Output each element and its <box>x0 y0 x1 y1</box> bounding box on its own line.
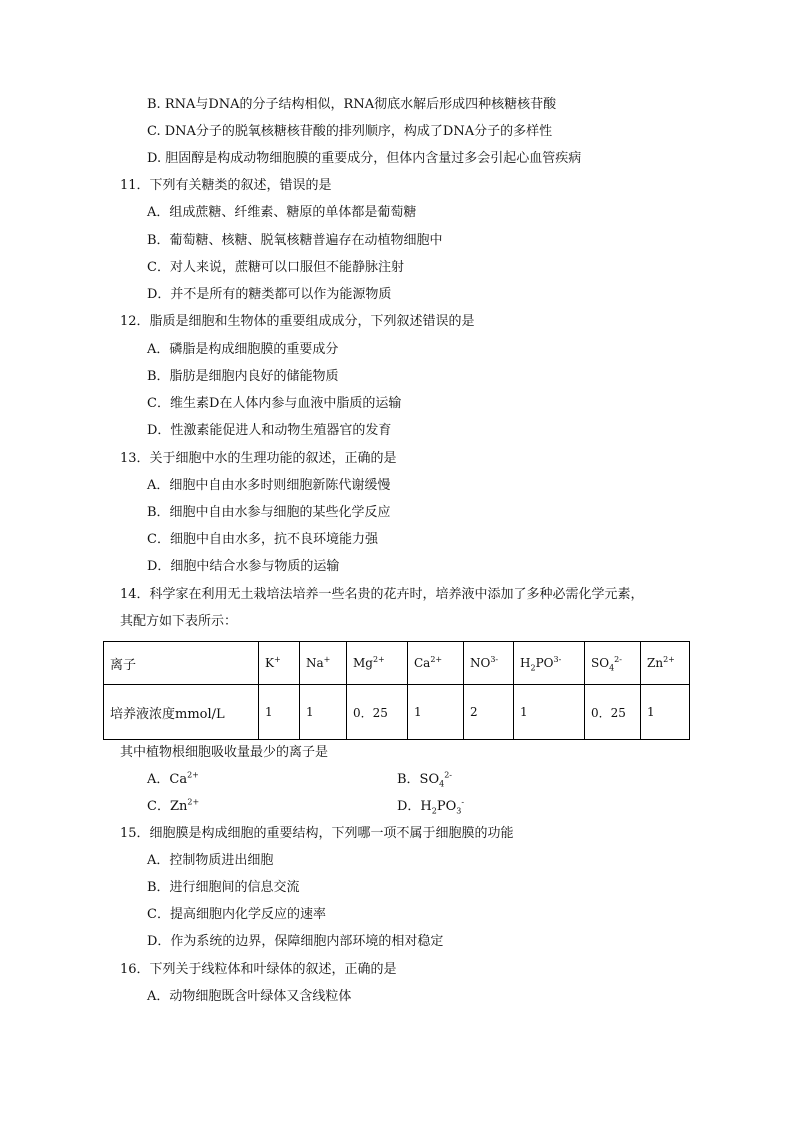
table-cell: 1 <box>641 685 690 740</box>
table-cell: 1 <box>514 685 585 740</box>
table-cell: 培养液浓度mmol/L <box>104 685 259 740</box>
table-cell: 0．25 <box>347 685 408 740</box>
table-cell: $Mg^{2+}$ <box>347 642 408 685</box>
option-text: D. 胆固醇是构成动物细胞膜的重要成分，但体内含量过多会引起心血管疾病 <box>147 151 582 166</box>
option-b: B．$SO_4^{2-}$ <box>397 770 453 789</box>
question-14-prompt: 其中植物根细胞吸收量最少的离子是 <box>120 745 329 760</box>
table-cell: Na+ <box>300 642 347 685</box>
ion-table <box>103 641 690 740</box>
option-text: D．作为系统的边界，保障细胞内部环境的相对稳定 <box>147 934 444 949</box>
option-c: C．$Zn^{2+}$ <box>147 797 200 814</box>
table-cell: $H_2PO^{3-}$ <box>514 642 585 685</box>
table-cell: 1 <box>408 685 464 740</box>
table-cell: $Ca^{2+}$ <box>408 642 464 685</box>
table-cell: K+ <box>259 642 300 685</box>
option-text: B. RNA与DNA的分子结构相似，RNA彻底水解后形成四种核糖核苷酸 <box>147 97 557 112</box>
option-text: D．细胞中结合水参与物质的运输 <box>147 559 340 574</box>
question-15: 15．细胞膜是构成细胞的重要结构，下列哪一项不属于细胞膜的功能 <box>120 826 514 841</box>
option-text: C．对人来说，蔗糖可以口服但不能静脉注射 <box>147 260 404 275</box>
table-cell: 离子 <box>104 642 259 685</box>
option-text: C．维生素D在人体内参与血液中脂质的运输 <box>147 396 402 411</box>
option-text: B．葡萄糖、核糖、脱氧核糖普遍存在动植物细胞中 <box>147 233 443 248</box>
option-text: A．细胞中自由水多时则细胞新陈代谢缓慢 <box>147 478 391 493</box>
table-row <box>104 685 690 740</box>
table-cell: 1 <box>259 685 300 740</box>
option-a: A．$Ca^{2+}$ <box>147 770 199 787</box>
question-14: 14．科学家在利用无土栽培法培养一些名贵的花卉时，培养液中添加了多种必需化学元素， <box>120 587 644 602</box>
option-text: C．提高细胞内化学反应的速率 <box>147 907 326 922</box>
option-d: D．$H_2PO_3^-$ <box>397 797 465 816</box>
table-cell: 0．25 <box>585 685 641 740</box>
table-row <box>104 642 690 685</box>
option-text: C．细胞中自由水多，抗不良环境能力强 <box>147 532 378 547</box>
table-cell: $SO_4^{2-}$ <box>585 642 641 685</box>
option-text: D．并不是所有的糖类都可以作为能源物质 <box>147 287 392 302</box>
question-16: 16．下列关于线粒体和叶绿体的叙述，正确的是 <box>120 962 397 977</box>
table-cell: $NO^{3-}$ <box>464 642 514 685</box>
option-text: A．组成蔗糖、纤维素、糖原的单体都是葡萄糖 <box>147 205 417 220</box>
option-text: B．脂肪是细胞内良好的储能物质 <box>147 369 339 384</box>
option-text: B．进行细胞间的信息交流 <box>147 880 300 895</box>
option-text: A．动物细胞既含叶绿体又含线粒体 <box>147 989 352 1004</box>
table-cell: 1 <box>300 685 347 740</box>
table-cell: 2 <box>464 685 514 740</box>
option-text: B．细胞中自由水参与细胞的某些化学反应 <box>147 505 391 520</box>
question-11: 11．下列有关糖类的叙述，错误的是 <box>120 178 332 193</box>
option-text: C. DNA分子的脱氧核糖核苷酸的排列顺序，构成了DNA分子的多样性 <box>147 124 553 139</box>
option-text: D．性激素能促进人和动物生殖器官的发育 <box>147 423 392 438</box>
table-cell: $Zn^{2+}$ <box>641 642 690 685</box>
question-13: 13．关于细胞中水的生理功能的叙述，正确的是 <box>120 451 397 466</box>
question-14-cont: 其配方如下表所示： <box>120 614 238 629</box>
question-12: 12．脂质是细胞和生物体的重要组成成分，下列叙述错误的是 <box>120 314 475 329</box>
option-text: A．磷脂是构成细胞膜的重要成分 <box>147 342 339 357</box>
option-text: A．控制物质进出细胞 <box>147 853 274 868</box>
